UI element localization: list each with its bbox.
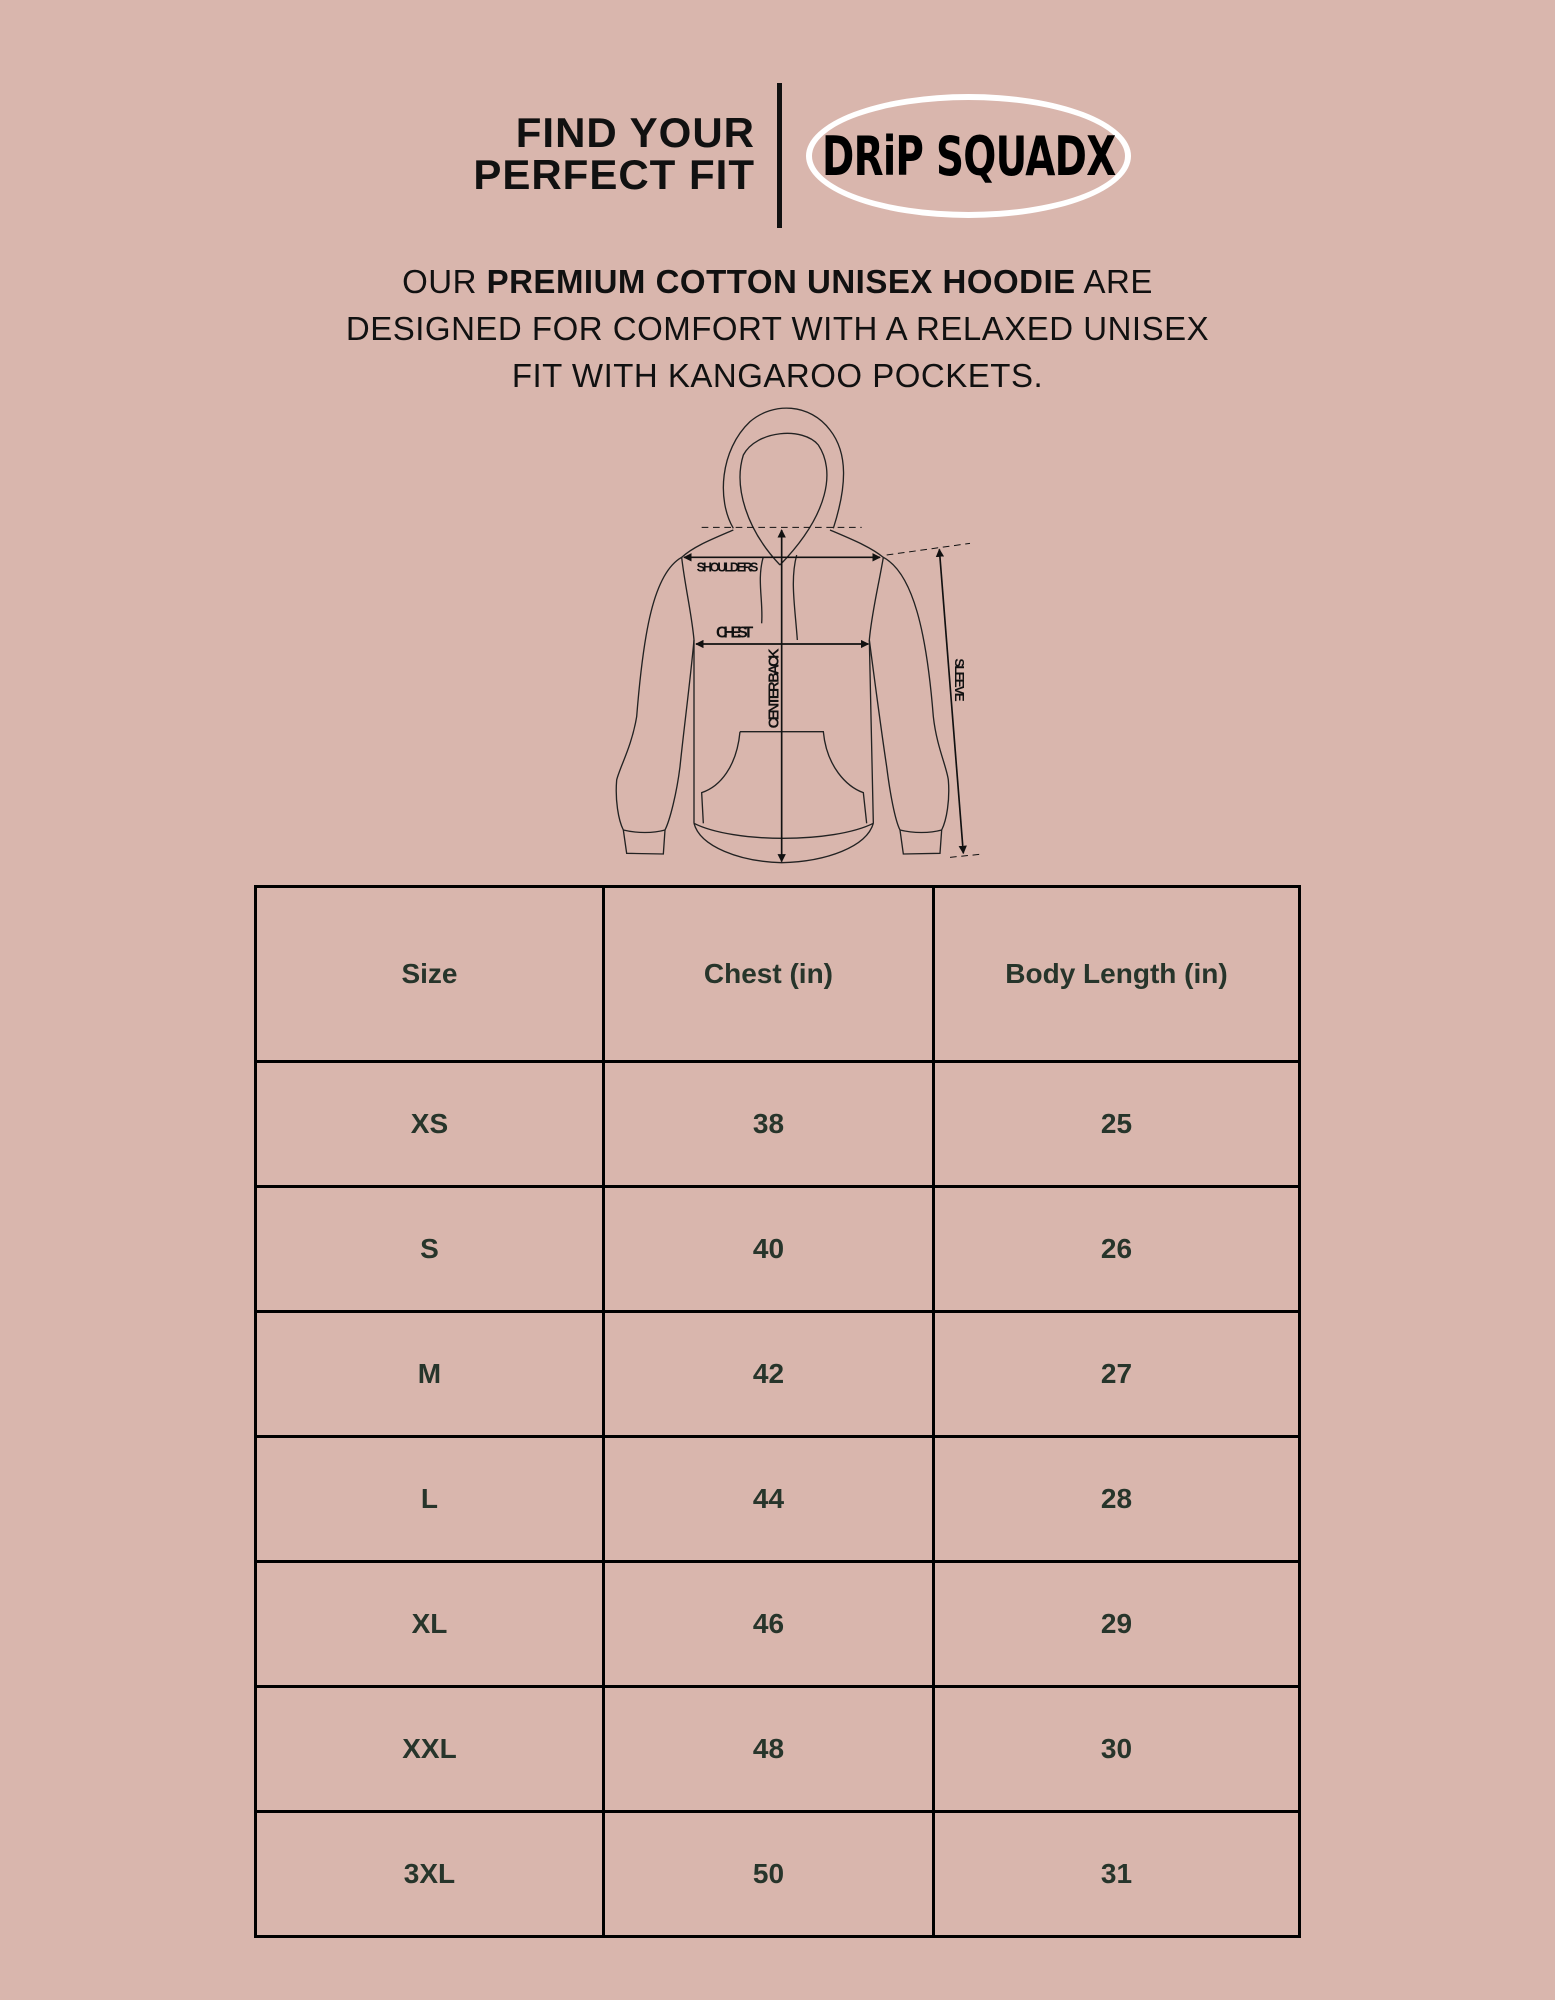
cell-body-length: 25 bbox=[933, 1062, 1299, 1187]
cell-body-length: 31 bbox=[933, 1812, 1299, 1937]
label-sleeve: SLEEVE bbox=[952, 658, 967, 702]
desc-suffix: ARE bbox=[1075, 263, 1153, 300]
product-description bbox=[300, 258, 1255, 399]
cell-body-length: 27 bbox=[933, 1312, 1299, 1437]
table-row bbox=[256, 1187, 1300, 1312]
brand-name: DRiP SQUADX bbox=[821, 124, 1116, 188]
headline-line-2: PERFECT FIT bbox=[473, 151, 755, 198]
cell-chest: 48 bbox=[603, 1687, 933, 1812]
cell-body-length: 29 bbox=[933, 1562, 1299, 1687]
brand-logo bbox=[806, 94, 1131, 218]
cell-chest: 50 bbox=[603, 1812, 933, 1937]
header-size: Size bbox=[256, 887, 604, 1062]
table-row bbox=[256, 1312, 1300, 1437]
table-header-row bbox=[256, 887, 1300, 1062]
measurement-lines bbox=[684, 527, 983, 861]
desc-line-2: DESIGNED FOR COMFORT WITH A RELAXED UNISEX bbox=[345, 310, 1210, 347]
table-row bbox=[256, 1562, 1300, 1687]
table-row bbox=[256, 1687, 1300, 1812]
cell-chest: 44 bbox=[603, 1437, 933, 1562]
desc-bold: PREMIUM COTTON UNISEX HOODIE bbox=[486, 263, 1076, 300]
page-headline bbox=[473, 109, 755, 198]
cell-size: 3XL bbox=[256, 1812, 604, 1937]
cell-body-length: 26 bbox=[933, 1187, 1299, 1312]
hoodie-measurement-diagram bbox=[600, 400, 1000, 880]
cell-size: XS bbox=[256, 1062, 604, 1187]
header-chest: Chest (in) bbox=[603, 887, 933, 1062]
cell-size: XXL bbox=[256, 1687, 604, 1812]
cell-body-length: 28 bbox=[933, 1437, 1299, 1562]
table-row bbox=[256, 1812, 1300, 1937]
header-body-length: Body Length (in) bbox=[933, 887, 1299, 1062]
cell-size: S bbox=[256, 1187, 604, 1312]
cell-size: XL bbox=[256, 1562, 604, 1687]
cell-body-length: 30 bbox=[933, 1687, 1299, 1812]
table-row bbox=[256, 1437, 1300, 1562]
headline-line-1: FIND YOUR bbox=[515, 109, 755, 156]
table-row bbox=[256, 1062, 1300, 1187]
cell-size: L bbox=[256, 1437, 604, 1562]
cell-size: M bbox=[256, 1312, 604, 1437]
label-shoulders: SHOULDERS bbox=[696, 560, 759, 575]
label-center-back: CENTER BACK bbox=[766, 648, 783, 729]
label-chest: CHEST bbox=[716, 624, 754, 642]
desc-prefix: OUR bbox=[402, 263, 487, 300]
desc-line-3: FIT WITH KANGAROO POCKETS. bbox=[511, 357, 1044, 394]
cell-chest: 42 bbox=[603, 1312, 933, 1437]
header-divider bbox=[777, 83, 782, 228]
cell-chest: 46 bbox=[603, 1562, 933, 1687]
size-chart-table bbox=[254, 885, 1301, 1938]
cell-chest: 38 bbox=[603, 1062, 933, 1187]
cell-chest: 40 bbox=[603, 1187, 933, 1312]
